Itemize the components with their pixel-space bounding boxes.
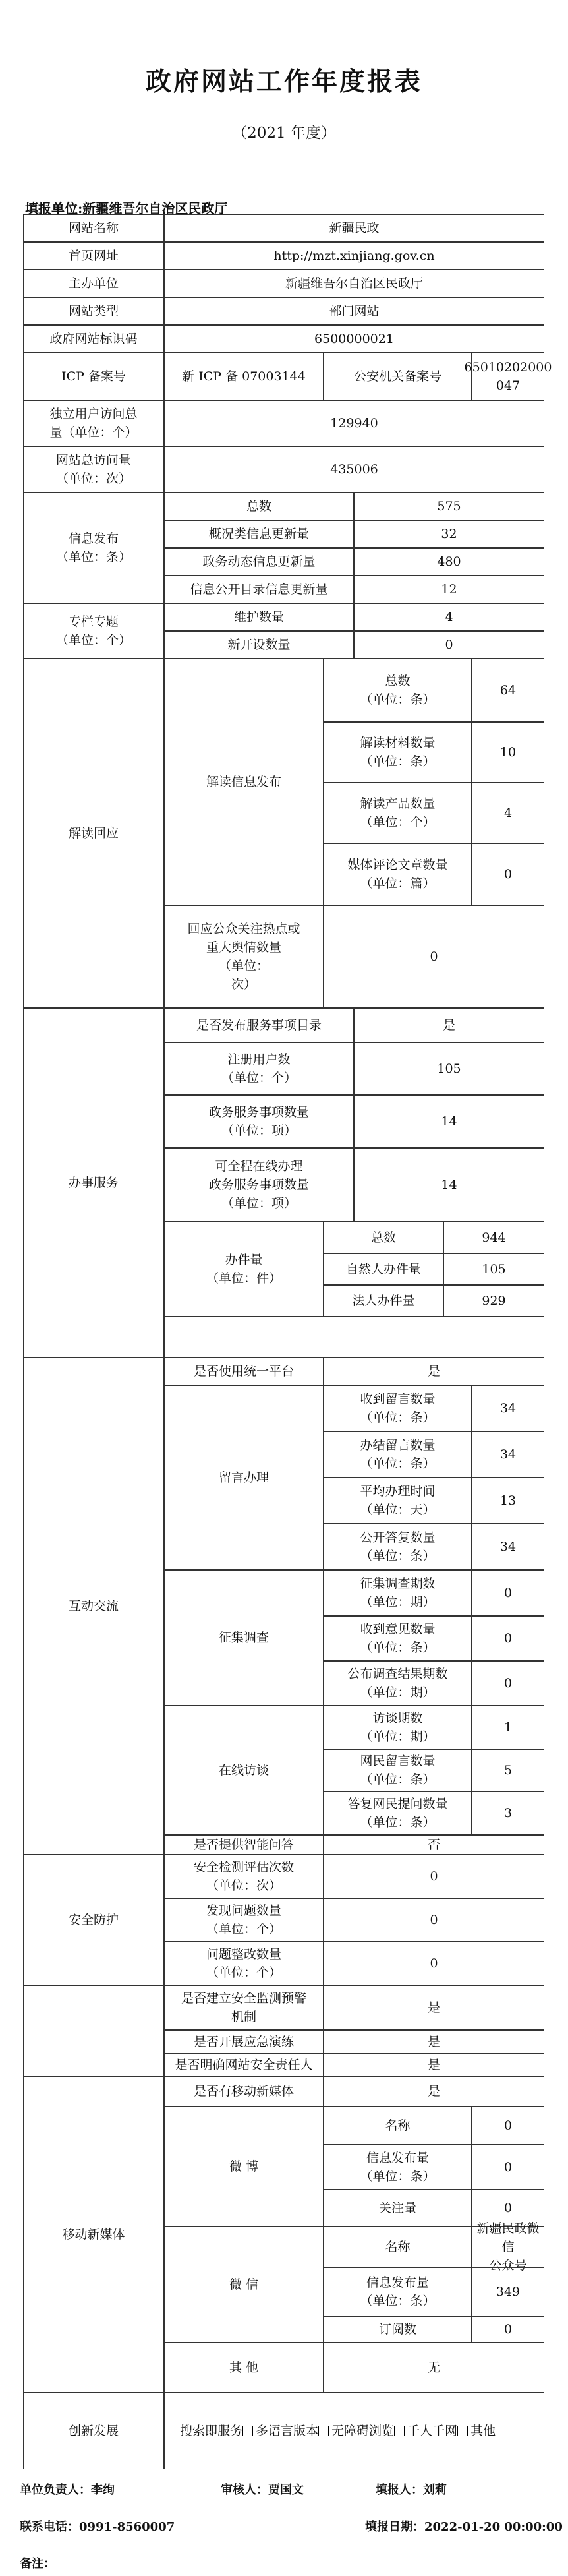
- handle-natural-value: 105: [443, 1253, 544, 1285]
- interact-talk-label: 在线访谈: [164, 1706, 324, 1835]
- security-blank: [23, 1985, 164, 2076]
- msg-reply-label: 公开答复数量 （单位：条）: [324, 1524, 472, 1570]
- pv-value: 435006: [164, 446, 544, 493]
- sec-owner-label: 是否明确网站安全责任人: [164, 2054, 324, 2076]
- code-value: 6500000021: [164, 325, 544, 353]
- wb-follow-label: 关注量: [324, 2190, 472, 2227]
- msg-done-label: 办结留言数量 （单位：条）: [324, 1431, 472, 1478]
- service-reg-label: 注册用户数 （单位：个）: [164, 1042, 354, 1095]
- info-dynamic-label: 政务动态信息更新量: [164, 548, 354, 576]
- interp-product-label: 解读产品数量 （单位：个）: [324, 783, 472, 843]
- interact-platform-label: 是否使用统一平台: [164, 1358, 324, 1385]
- option-multilang[interactable]: 多语言版本: [242, 2422, 318, 2440]
- interact-survey-label: 征集调查: [164, 1570, 324, 1706]
- option-accessible[interactable]: 无障碍浏览: [318, 2422, 394, 2440]
- home-label: 首页网址: [23, 242, 164, 270]
- service-items-label: 政务服务事项数量 （单位：项）: [164, 1095, 354, 1148]
- report-year: （2021 年度）: [232, 125, 336, 142]
- police-value: 65010202000 047: [472, 353, 544, 400]
- mobile-has-value: 是: [324, 2076, 544, 2107]
- talk-msg-label: 网民留言数量 （单位：条）: [324, 1749, 472, 1791]
- wb-pub-value: 0: [472, 2145, 544, 2190]
- sec-drill-value: 是: [324, 2030, 544, 2054]
- option-search-service[interactable]: 搜索即服务: [167, 2422, 242, 2440]
- service-handle-label: 办件量 （单位：件）: [164, 1222, 324, 1317]
- handle-total-value: 944: [443, 1222, 544, 1253]
- talk-msg-value: 5: [472, 1749, 544, 1791]
- survey-opinion-label: 收到意见数量 （单位：条）: [324, 1616, 472, 1661]
- wb-name-label: 名称: [324, 2107, 472, 2145]
- site-name-label: 网站名称: [23, 214, 164, 242]
- interact-platform-value: 是: [324, 1358, 544, 1385]
- service-reg-value: 105: [354, 1042, 544, 1095]
- msg-recv-value: 34: [472, 1385, 544, 1431]
- security-label: 安全防护: [23, 1855, 164, 1985]
- info-overview-value: 32: [354, 520, 544, 548]
- wx-name-label: 名称: [324, 2227, 472, 2267]
- special-label: 专栏专题 （单位：个）: [23, 603, 164, 659]
- msg-reply-value: 34: [472, 1524, 544, 1570]
- home-value: http://mzt.xinjiang.gov.cn: [164, 242, 544, 270]
- police-label: 公安机关备案号: [324, 353, 472, 400]
- interp-material-value: 10: [472, 722, 544, 783]
- other-value: 无: [324, 2343, 544, 2393]
- type-label: 网站类型: [23, 297, 164, 325]
- uv-value: 129940: [164, 400, 544, 446]
- msg-avg-value: 13: [472, 1478, 544, 1524]
- host-label: 主办单位: [23, 270, 164, 297]
- wx-name-value: 新疆民政微信 公众号: [472, 2227, 544, 2267]
- uv-label: 独立用户访问总 量（单位：个）: [23, 400, 164, 446]
- info-overview-label: 概况类信息更新量: [164, 520, 354, 548]
- service-spacer: [164, 1317, 544, 1358]
- sec-warn-value: 是: [324, 1985, 544, 2030]
- footer-leader: 单位负责人：李绚: [20, 2483, 115, 2497]
- info-public-value: 12: [354, 576, 544, 603]
- checkbox-icon: [457, 2426, 468, 2436]
- report-title: 政府网站工作年度报表: [145, 67, 422, 97]
- service-catalog-value: 是: [354, 1008, 544, 1042]
- interact-label: 互动交流: [23, 1358, 164, 1855]
- checkbox-icon: [318, 2426, 329, 2436]
- site-name-value: 新疆民政: [164, 214, 544, 242]
- interp-material-label: 解读材料数量 （单位：条）: [324, 722, 472, 783]
- service-online-label: 可全程在线办理 政务服务事项数量 （单位：项）: [164, 1148, 354, 1222]
- type-value: 部门网站: [164, 297, 544, 325]
- code-label: 政府网站标识码: [23, 325, 164, 353]
- report-table: [23, 214, 552, 2438]
- service-catalog-label: 是否发布服务事项目录: [164, 1008, 354, 1042]
- handle-legal-label: 法人办件量: [324, 1285, 443, 1317]
- sec-owner-value: 是: [324, 2054, 544, 2076]
- msg-recv-label: 收到留言数量 （单位：条）: [324, 1385, 472, 1431]
- survey-opinion-value: 0: [472, 1616, 544, 1661]
- wx-sub-value: 0: [472, 2316, 544, 2343]
- icp-label: ICP 备案号: [23, 353, 164, 400]
- other-label: 其 他: [164, 2343, 324, 2393]
- wb-pub-label: 信息发布量 （单位：条）: [324, 2145, 472, 2190]
- checkbox-icon: [167, 2426, 177, 2436]
- sec-drill-label: 是否开展应急演练: [164, 2030, 324, 2054]
- special-new-label: 新开设数量: [164, 631, 354, 659]
- handle-total-label: 总数: [324, 1222, 443, 1253]
- sec-check-value: 0: [324, 1855, 544, 1898]
- handle-natural-label: 自然人办件量: [324, 1253, 443, 1285]
- info-dynamic-value: 480: [354, 548, 544, 576]
- checkbox-icon: [394, 2426, 405, 2436]
- survey-n-label: 征集调查期数 （单位：期）: [324, 1570, 472, 1616]
- innovation-label: 创新发展: [23, 2393, 164, 2469]
- wx-sub-label: 订阅数: [324, 2316, 472, 2343]
- service-items-value: 14: [354, 1095, 544, 1148]
- host-value: 新疆维吾尔自治区民政厅: [164, 270, 544, 297]
- interp-media-label: 媒体评论文章数量 （单位：篇）: [324, 843, 472, 905]
- talk-ans-value: 3: [472, 1791, 544, 1835]
- msg-avg-label: 平均办理时间 （单位：天）: [324, 1478, 472, 1524]
- footer-phone: 联系电话：0991-8560007: [20, 2520, 175, 2534]
- wb-name-value: 0: [472, 2107, 544, 2145]
- info-public-label: 信息公开目录信息更新量: [164, 576, 354, 603]
- wb-follow-value: 0: [472, 2190, 544, 2227]
- sec-fixed-label: 问题整改数量 （单位：个）: [164, 1942, 324, 1985]
- survey-result-label: 公布调查结果期数 （单位：期）: [324, 1661, 472, 1706]
- option-personalized[interactable]: 千人千网: [394, 2422, 457, 2440]
- interp-publish-label: 解读信息发布: [164, 659, 324, 905]
- interp-total-value: 64: [472, 659, 544, 722]
- mobile-label: 移动新媒体: [23, 2076, 164, 2393]
- interp-total-label: 总数 （单位：条）: [324, 659, 472, 722]
- interact-smart-value: 否: [324, 1835, 544, 1855]
- weibo-label: 微 博: [164, 2107, 324, 2227]
- sec-warn-label: 是否建立安全监测预警 机制: [164, 1985, 324, 2030]
- interp-response-value: 0: [324, 905, 544, 1008]
- interp-response-label: 回应公众关注热点或 重大舆情数量 （单位： 次）: [164, 905, 324, 1008]
- service-online-value: 14: [354, 1148, 544, 1222]
- survey-result-value: 0: [472, 1661, 544, 1706]
- interp-media-value: 0: [472, 843, 544, 905]
- special-maint-value: 4: [354, 603, 544, 631]
- talk-n-label: 访谈期数 （单位：期）: [324, 1706, 472, 1749]
- option-other[interactable]: 其他: [457, 2422, 496, 2440]
- sec-found-value: 0: [324, 1898, 544, 1942]
- sec-check-label: 安全检测评估次数 （单位：次）: [164, 1855, 324, 1898]
- sec-found-label: 发现问题数量 （单位：个）: [164, 1898, 324, 1942]
- wx-pub-value: 349: [472, 2267, 544, 2316]
- fill-unit: 填报单位:新疆维吾尔自治区民政厅: [25, 200, 228, 216]
- pv-label: 网站总访问量 （单位：次）: [23, 446, 164, 493]
- handle-legal-value: 929: [443, 1285, 544, 1317]
- msg-done-value: 34: [472, 1431, 544, 1478]
- special-maint-label: 维护数量: [164, 603, 354, 631]
- service-label: 办事服务: [23, 1008, 164, 1358]
- mobile-has-label: 是否有移动新媒体: [164, 2076, 324, 2107]
- info-label: 信息发布 （单位：条）: [23, 493, 164, 603]
- survey-n-value: 0: [472, 1570, 544, 1616]
- info-total-value: 575: [354, 493, 544, 520]
- footer-note: 备注：: [20, 2557, 55, 2571]
- wechat-label: 微 信: [164, 2227, 324, 2343]
- innovation-options: [164, 2393, 544, 2469]
- interp-product-value: 4: [472, 783, 544, 843]
- icp-value: 新 ICP 备 07003144: [164, 353, 324, 400]
- special-new-value: 0: [354, 631, 544, 659]
- footer-reviewer: 审核人：贾国文: [221, 2483, 304, 2497]
- sec-fixed-value: 0: [324, 1942, 544, 1985]
- talk-n-value: 1: [472, 1706, 544, 1749]
- wx-pub-label: 信息发布量 （单位：条）: [324, 2267, 472, 2316]
- checkbox-icon: [242, 2426, 253, 2436]
- info-total-label: 总数: [164, 493, 354, 520]
- footer-date: 填报日期：2022-01-20 00:00:00: [365, 2520, 563, 2534]
- interact-smart-label: 是否提供智能问答: [164, 1835, 324, 1855]
- footer-filler: 填报人：刘莉: [376, 2483, 447, 2497]
- interact-msg-label: 留言办理: [164, 1385, 324, 1570]
- interp-label: 解读回应: [23, 659, 164, 1008]
- talk-ans-label: 答复网民提问数量 （单位：条）: [324, 1791, 472, 1835]
